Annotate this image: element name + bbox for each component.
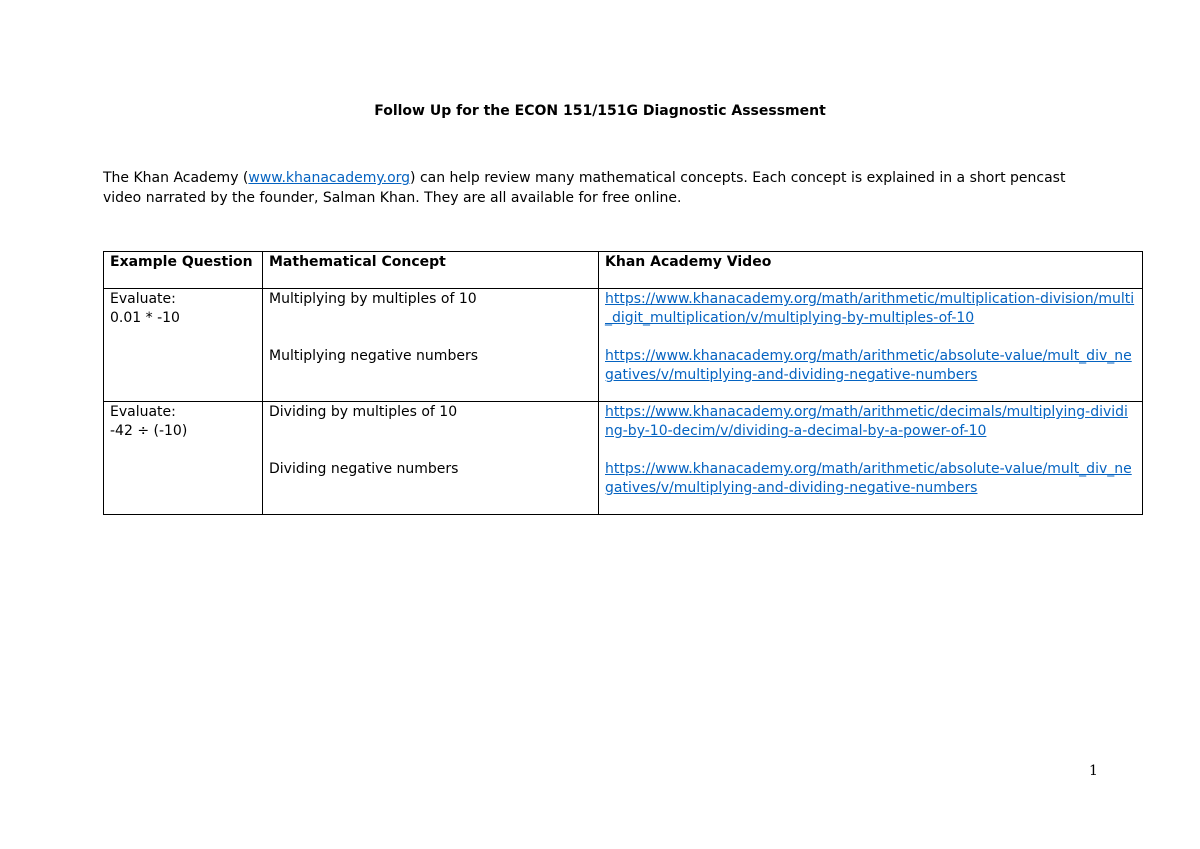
video-link[interactable]: https://www.khanacademy.org/math/arithmetic/absolute-value/mult_div_negatives/v/multiplying-and-dividing-negative-numbers <box>605 461 1132 496</box>
video-cell <box>599 289 1143 402</box>
concept-cell <box>263 402 599 515</box>
video-link[interactable]: https://www.khanacademy.org/math/arithmetic/decimals/multiplying-dividing-by-10-decim/v/dividing-a-decimal-by-a-power-of-10 <box>605 404 1128 439</box>
intro-text-after: ) can help review many mathematical concepts. Each concept is explained in a short pencast video narrated by the founder, Salman Khan. They are all available for free online. <box>103 170 1066 206</box>
concept-cell <box>263 289 599 402</box>
header-mathematical-concept: Mathematical Concept <box>263 252 599 289</box>
question-cell <box>104 289 263 402</box>
intro-paragraph <box>103 168 1103 208</box>
header-khan-academy-video: Khan Academy Video <box>599 252 1143 289</box>
question-cell <box>104 402 263 515</box>
question-expression: -42 ÷ (-10) <box>110 423 188 439</box>
concept-item: Dividing negative numbers <box>269 461 459 477</box>
page-number: 1 <box>1089 763 1098 779</box>
header-example-question: Example Question <box>104 252 263 289</box>
question-label: Evaluate: <box>110 291 176 307</box>
video-cell <box>599 402 1143 515</box>
table-row <box>104 402 1143 515</box>
table-header-row <box>104 252 1143 289</box>
resources-table <box>103 251 1143 515</box>
question-expression: 0.01 * -10 <box>110 310 180 326</box>
concept-item: Multiplying negative numbers <box>269 348 478 364</box>
concept-item: Multiplying by multiples of 10 <box>269 291 477 307</box>
video-link[interactable]: https://www.khanacademy.org/math/arithmetic/multiplication-division/multi_digit_multiplication/v/multiplying-by-multiples-of-10 <box>605 291 1135 326</box>
khan-academy-link[interactable]: www.khanacademy.org <box>248 170 411 186</box>
table-row <box>104 289 1143 402</box>
video-link[interactable]: https://www.khanacademy.org/math/arithmetic/absolute-value/mult_div_negatives/v/multiplying-and-dividing-negative-numbers <box>605 348 1132 383</box>
intro-text-before: The Khan Academy ( <box>103 170 249 186</box>
page-title: Follow Up for the ECON 151/151G Diagnostic Assessment <box>374 103 826 119</box>
concept-item: Dividing by multiples of 10 <box>269 404 458 420</box>
question-label: Evaluate: <box>110 404 176 420</box>
